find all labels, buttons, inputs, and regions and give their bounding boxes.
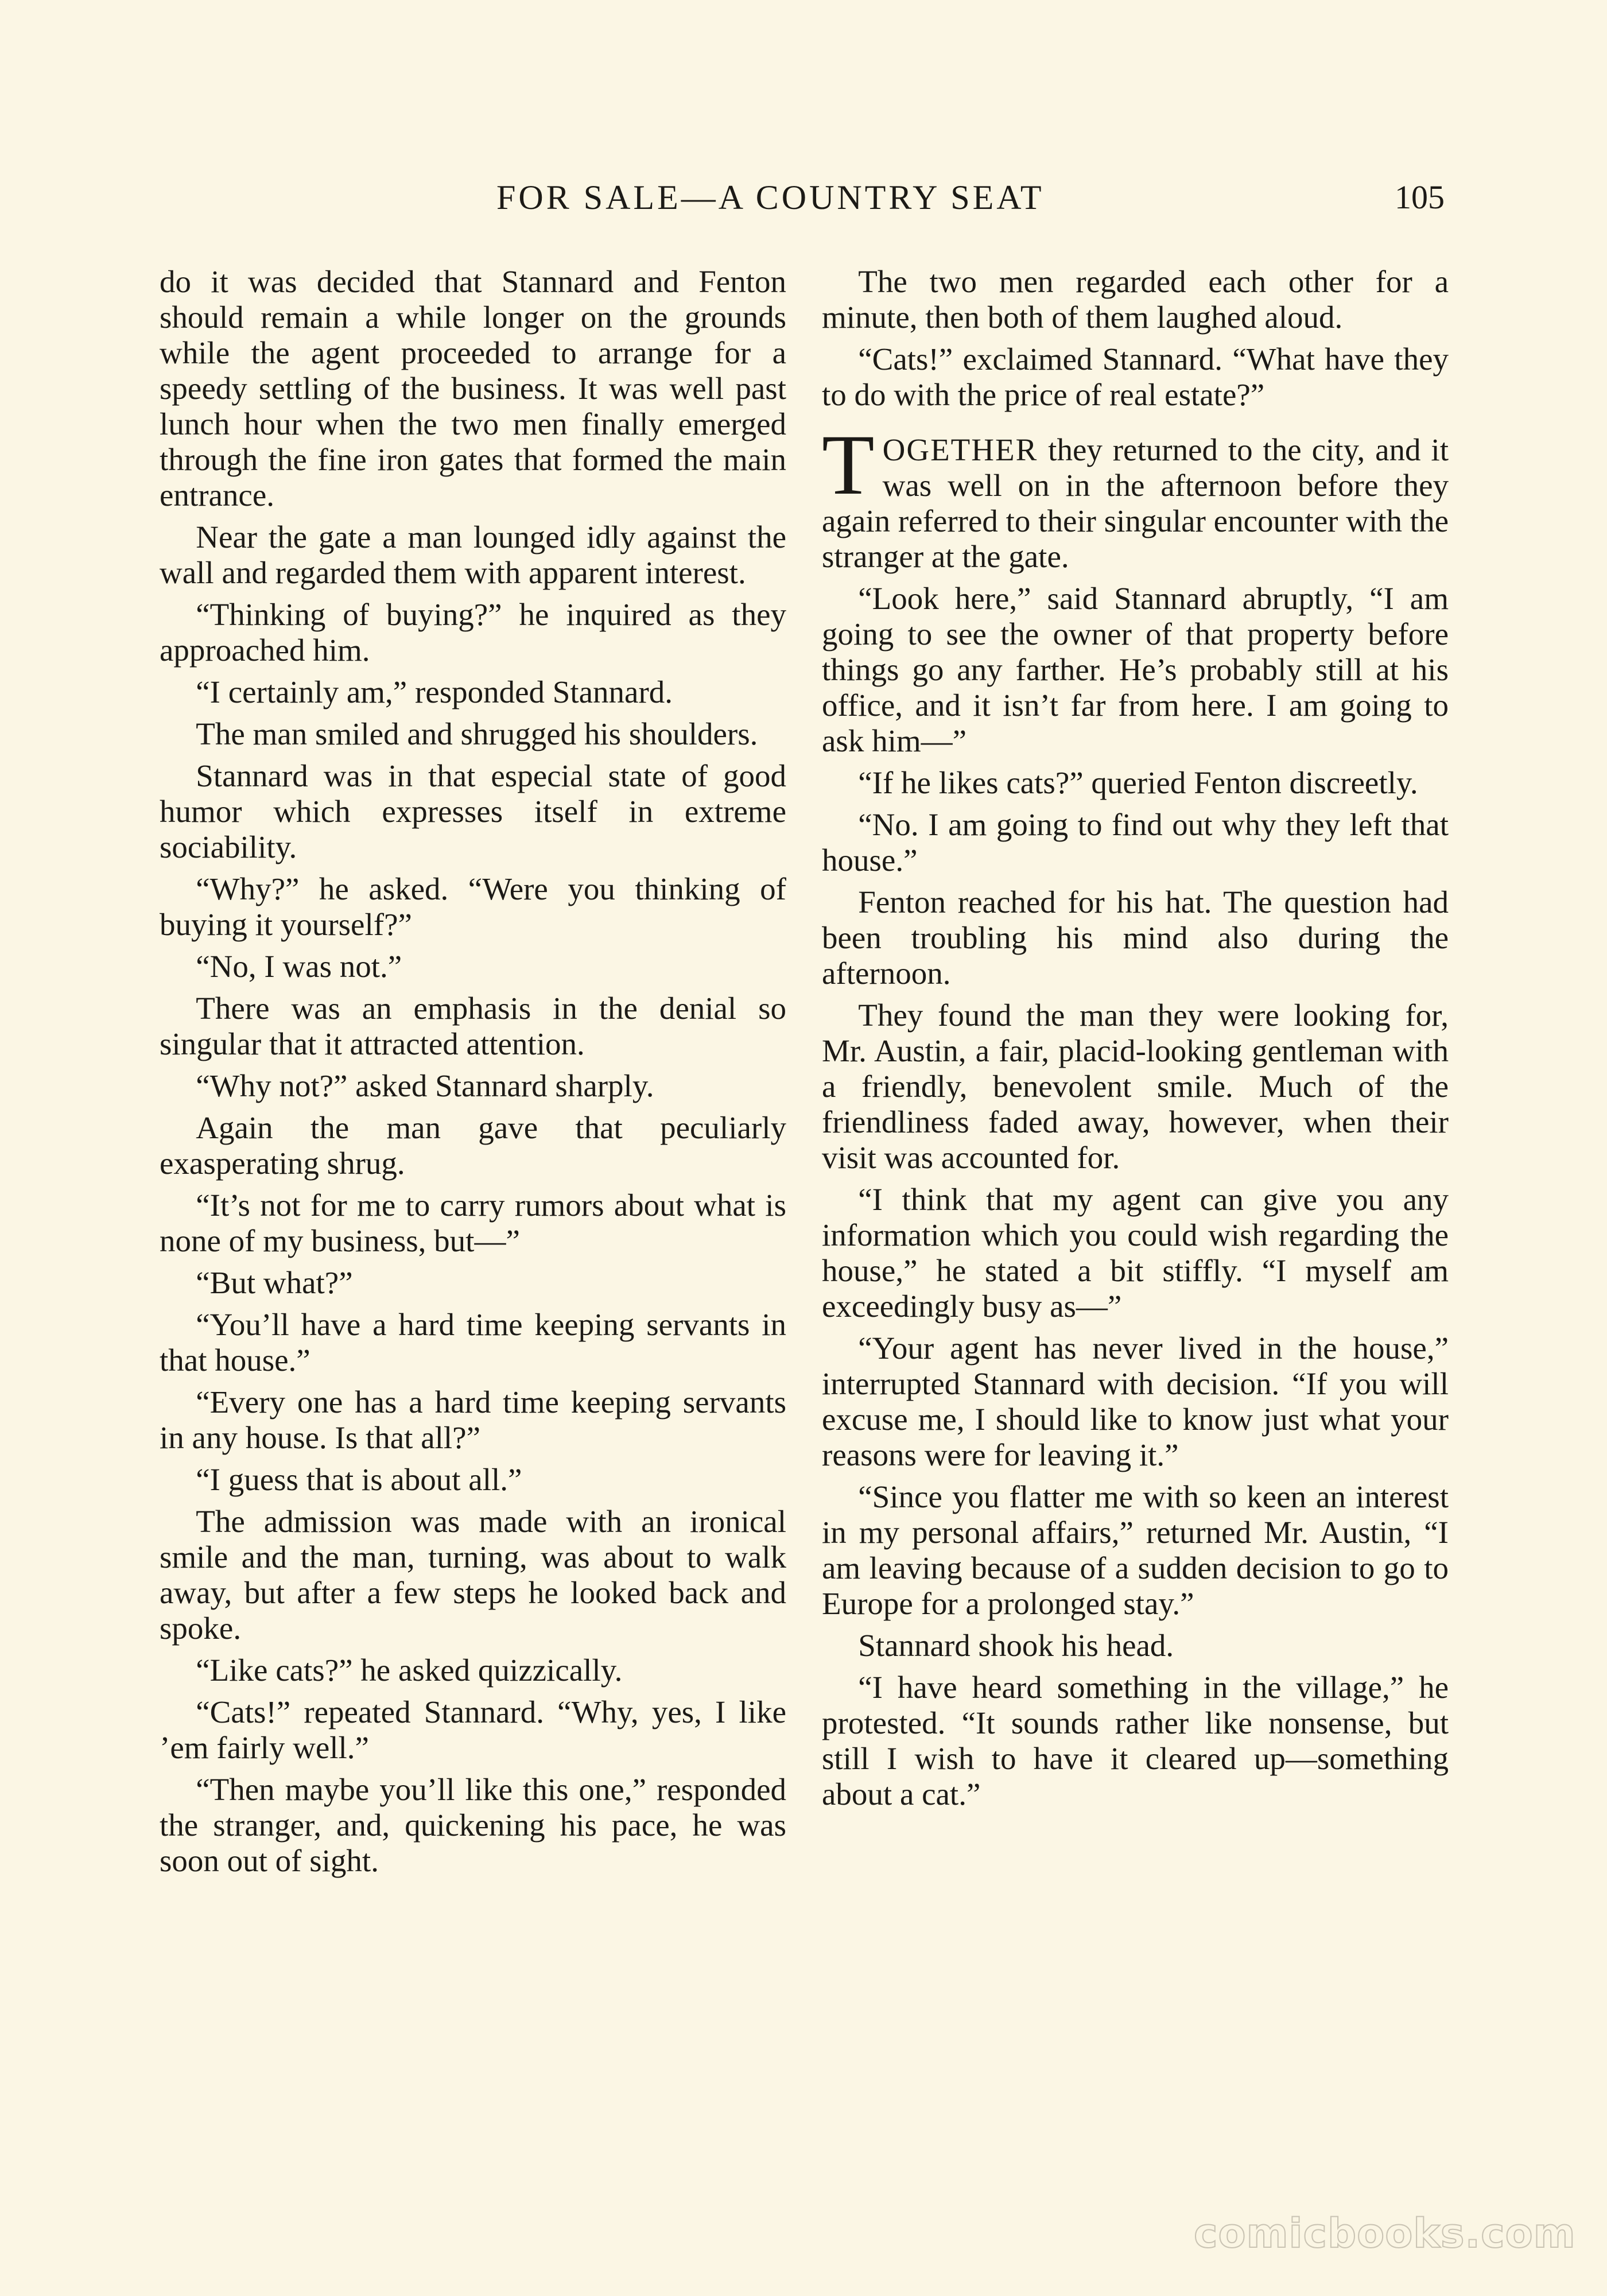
watermark: comicbooks.com xyxy=(1194,2210,1576,2257)
paragraph: “No, I was not.” xyxy=(196,949,402,984)
paragraph: “I think that my agent can give you any information which you could wish regarding the house,” he stated a bit stiffly. “I myself am exceedingly busy as—” xyxy=(822,1182,1449,1324)
paragraph: “I guess that is about all.” xyxy=(196,1462,522,1497)
paragraph: Stannard shook his head. xyxy=(858,1628,1174,1663)
paragraph: “You’ll have a hard time keeping servants in that house.” xyxy=(160,1307,786,1378)
paragraph: “Like cats?” he asked quizzically. xyxy=(196,1653,623,1688)
paragraph: “Cats!” exclaimed Stannard. “What have they to do with the price of real estate?” xyxy=(822,342,1449,412)
paragraph: The two men regarded each other for a minute, then both of them laughed aloud. xyxy=(822,264,1449,335)
section-opening-caps: OGETHER xyxy=(882,432,1038,467)
section-opening-paragraph xyxy=(822,417,1449,575)
paragraph: “No. I am going to find out why they left that house.” xyxy=(822,807,1449,878)
paragraph: “Since you flatter me with so keen an interest in my personal affairs,” returned Mr. Austin, “I am leaving because of a sudden decision to go to Europe for a prolonged stay.” xyxy=(822,1479,1449,1621)
paragraph: The man smiled and shrugged his shoulders. xyxy=(196,716,758,751)
drop-cap: T xyxy=(822,417,875,513)
paragraph: “I have heard something in the village,” he protested. “It sounds rather like nonsense, but still I wish to have it cleared up—something about a cat.” xyxy=(822,1670,1449,1812)
paragraph: do it was decided that Stannard and Fenton should remain a while longer on the grounds while the agent proceeded to arrange for a speedy settling of the business. It was well past lunch hour when the two men finally emerged through the fine iron gates that formed the main entrance. xyxy=(160,264,786,513)
running-title: FOR SALE—A COUNTRY SEAT xyxy=(496,179,1045,216)
left-text-column xyxy=(160,264,786,1885)
paragraph: Fenton reached for his hat. The question had been troubling his mind also during the afternoon. xyxy=(822,885,1449,991)
paragraph: There was an emphasis in the denial so singular that it attracted attention. xyxy=(160,991,786,1061)
paragraph: “But what?” xyxy=(196,1265,353,1300)
paragraph: “Thinking of buying?” he inquired as they approached him. xyxy=(160,597,786,668)
paragraph: “Your agent has never lived in the house,” interrupted Stannard with decision. “If you will excuse me, I should like to know just what your reasons were for leaving it.” xyxy=(822,1331,1449,1472)
paragraph: They found the man they were looking for, Mr. Austin, a fair, placid-looking gentleman with a friendly, benevolent smile. Much of the friendliness faded away, however, when their visit was accounted for. xyxy=(822,998,1449,1175)
paragraph: “Look here,” said Stannard abruptly, “I am going to see the owner of that property before things go any farther. He’s probably still at his office, and it isn’t far from here. I am going to ask him—” xyxy=(822,581,1449,758)
paragraph: “I certainly am,” responded Stannard. xyxy=(196,674,673,709)
paragraph: “Why?” he asked. “Were you thinking of buying it yourself?” xyxy=(160,871,786,942)
paragraph: “It’s not for me to carry rumors about what is none of my business, but—” xyxy=(160,1188,786,1258)
paragraph: “Then maybe you’ll like this one,” responded the stranger, and, quickening his pace, he was soon out of sight. xyxy=(160,1772,786,1878)
page-number: 105 xyxy=(1395,179,1445,216)
paragraph: Stannard was in that especial state of good humor which expresses itself in extreme sociability. xyxy=(160,758,786,864)
paragraph: “If he likes cats?” queried Fenton discreetly. xyxy=(858,765,1418,800)
paragraph: “Every one has a hard time keeping servants in any house. Is that all?” xyxy=(160,1384,786,1455)
right-text-column xyxy=(822,264,1449,1818)
section-opening-text: they returned to the city, and it was well on in the afternoon before they again referred to their singular encounter with the stranger at the gate. xyxy=(822,432,1449,574)
paragraph: Again the man gave that peculiarly exasperating shrug. xyxy=(160,1110,786,1181)
paragraph: The admission was made with an ironical smile and the man, turning, was about to walk away, but after a few steps he looked back and spoke. xyxy=(160,1504,786,1646)
paragraph: Near the gate a man lounged idly against the wall and regarded them with apparent interest. xyxy=(160,519,786,590)
paragraph: “Why not?” asked Stannard sharply. xyxy=(196,1068,654,1103)
paragraph: “Cats!” repeated Stannard. “Why, yes, I like ’em fairly well.” xyxy=(160,1694,786,1765)
